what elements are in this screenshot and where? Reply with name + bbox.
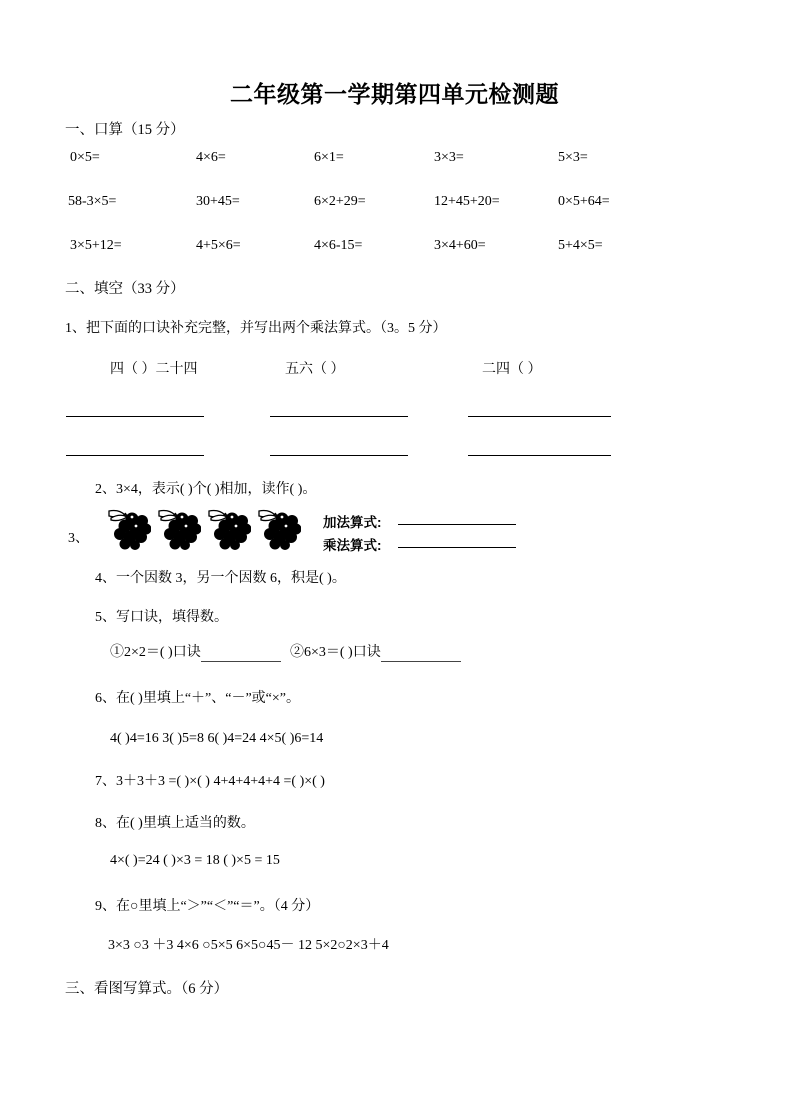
answer-blank-line[interactable] (270, 416, 408, 417)
calc-cell: 4+5×6= (196, 238, 241, 253)
grape-cluster-icon (103, 508, 151, 550)
grape-cluster-icon (253, 508, 301, 550)
rhyme-item-3: 二四（ ） (482, 362, 542, 377)
question-5-blank-1[interactable] (201, 645, 281, 662)
question-9-text: 9、在○里填上“＞”“＜”“＝”。（4 分） (95, 899, 320, 914)
addition-formula-blank[interactable] (398, 524, 516, 525)
question-5-item-1 (110, 641, 281, 662)
section-two-heading: 二、填空（33 分） (65, 281, 185, 297)
calc-cell: 30+45= (196, 194, 240, 209)
calc-cell: 5+4×5= (558, 238, 603, 253)
question-4-text: 4、一个因数 3，另一个因数 6，积是( )。 (95, 571, 346, 586)
rhyme-item-1: 四（ ）二十四 (110, 362, 198, 377)
multiplication-formula-label: 乘法算式: (323, 538, 382, 553)
calc-cell: 4×6-15= (314, 238, 363, 253)
question-7-text: 7、3＋3＋3 =( )×( ) 4+4+4+4+4 =( )×( ) (95, 774, 325, 789)
question-6-text: 6、在( )里填上“＋”、“－”或“×”。 (95, 691, 301, 706)
addition-formula-label: 加法算式: (323, 515, 382, 530)
question-5-text: 5、写口诀，填得数。 (95, 610, 228, 625)
question-3-number: 3、 (68, 531, 89, 546)
calc-cell: 5×3= (558, 150, 588, 165)
page-title: 二年级第一学期第四单元检测题 (230, 81, 559, 107)
question-8-items: 4×( )=24 ( )×3 = 18 ( )×5 = 15 (110, 853, 280, 868)
calc-cell: 3×5+12= (70, 238, 122, 253)
question-5-blank-2[interactable] (381, 645, 461, 662)
calc-cell: 3×3= (434, 150, 464, 165)
calc-cell: 58-3×5= (68, 194, 117, 209)
section-three-heading: 三、看图写算式。（6 分） (65, 981, 229, 997)
calc-row-3 (0, 238, 789, 258)
question-5-item-2-text: ②6×3＝( )口诀 (290, 645, 381, 660)
calc-cell: 6×1= (314, 150, 344, 165)
question-2-text: 2、3×4，表示( )个( )相加，读作( )。 (95, 482, 317, 497)
calc-cell: 12+45+20= (434, 194, 500, 209)
question-9-items: 3×3 ○3 ＋3 4×6 ○5×5 6×5○45－ 12 5×2○2×3＋4 (108, 938, 389, 953)
question-6-items: 4( )4=16 3( )5=8 6( )4=24 4×5( )6=14 (110, 731, 324, 746)
multiplication-formula-blank[interactable] (398, 547, 516, 548)
answer-blank-line[interactable] (270, 455, 408, 456)
calc-cell: 0×5= (70, 150, 100, 165)
question-8-text: 8、在( )里填上适当的数。 (95, 816, 255, 831)
grape-cluster-group (103, 508, 303, 550)
rhyme-item-2: 五六（ ） (285, 362, 345, 377)
calc-cell: 3×4+60= (434, 238, 486, 253)
calc-row-1 (0, 150, 789, 170)
grape-cluster-icon (153, 508, 201, 550)
question-5-item-2 (290, 641, 461, 662)
grape-cluster-icon (203, 508, 251, 550)
answer-blank-line[interactable] (468, 455, 611, 456)
calc-cell: 0×5+64= (558, 194, 610, 209)
calc-row-2 (0, 194, 789, 214)
answer-blank-line[interactable] (66, 455, 204, 456)
question-5-item-1-text: ①2×2＝( )口诀 (110, 645, 201, 660)
calc-cell: 6×2+29= (314, 194, 366, 209)
answer-blank-line[interactable] (468, 416, 611, 417)
calc-cell: 4×6= (196, 150, 226, 165)
answer-blank-line[interactable] (66, 416, 204, 417)
question-1-text: 1、把下面的口诀补充完整，并写出两个乘法算式。（3。5 分） (65, 321, 447, 336)
section-one-heading: 一、口算（15 分） (65, 122, 185, 138)
